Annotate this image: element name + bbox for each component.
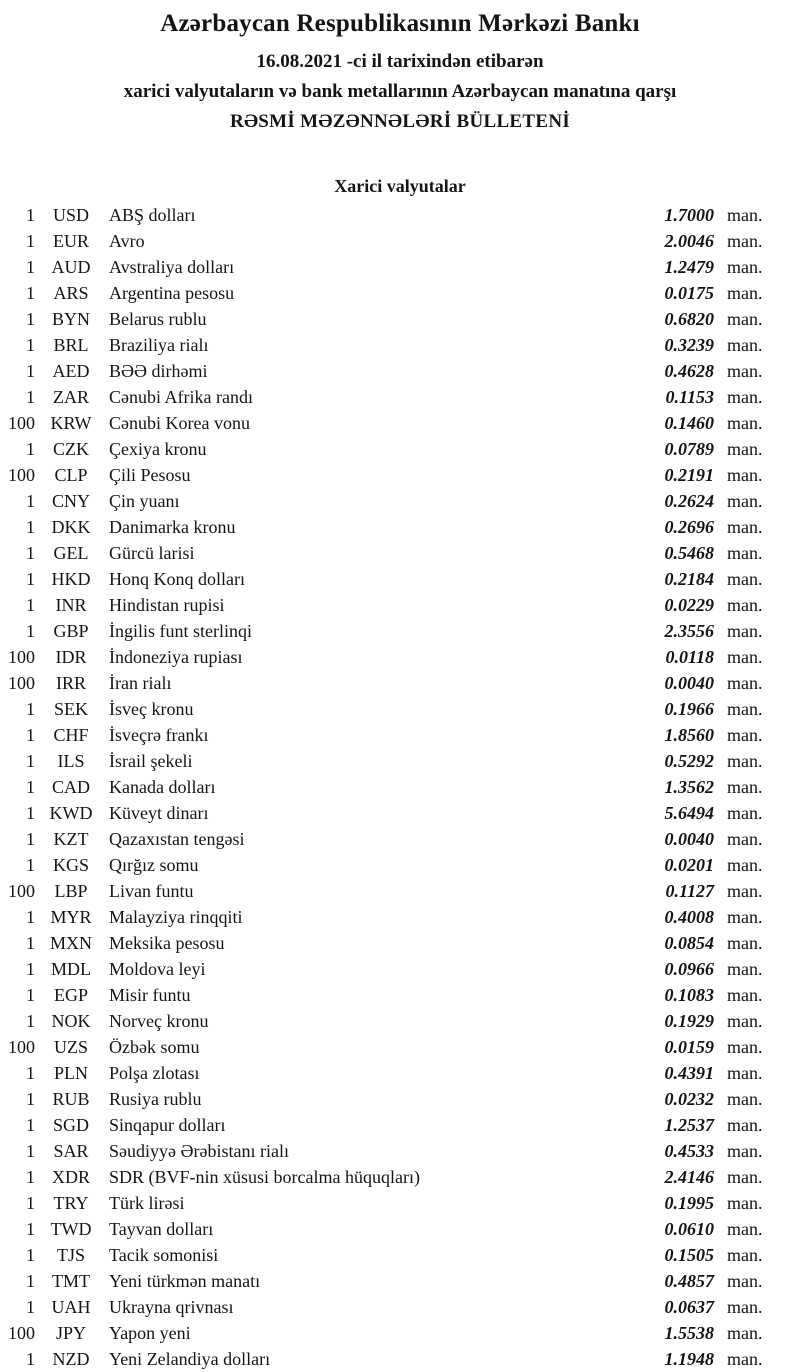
currency-code: EUR <box>53 231 89 251</box>
currency-unit: man. <box>727 777 763 797</box>
currency-unit: man. <box>727 465 763 485</box>
currency-row <box>0 1242 773 1268</box>
currency-name: Yapon yeni <box>109 1323 191 1343</box>
currency-unit: man. <box>727 1349 763 1369</box>
currency-row <box>0 644 773 670</box>
section-title-foreign-currencies: Xarici valyutalar <box>334 176 466 196</box>
currency-unit: man. <box>727 1245 763 1265</box>
currency-code: AUD <box>51 257 91 277</box>
currency-row <box>0 1346 773 1372</box>
currency-row <box>0 670 773 696</box>
currency-row <box>0 1164 773 1190</box>
currency-row <box>0 254 773 280</box>
currency-rate: 0.4533 <box>664 1141 714 1161</box>
currency-row <box>0 826 773 852</box>
currency-name: Hindistan rupisi <box>109 595 225 615</box>
currency-rate: 0.0637 <box>664 1297 714 1317</box>
currency-unit: man. <box>727 257 763 277</box>
scope-line: xarici valyutaların və bank metallarının Azərbaycan manatına qarşı <box>123 81 677 102</box>
currency-rate: 0.0229 <box>664 595 714 615</box>
currency-quantity: 1 <box>26 1167 35 1187</box>
currency-rate: 2.4146 <box>664 1167 714 1187</box>
currency-rate: 0.1127 <box>665 881 714 901</box>
currency-name: ABŞ dolları <box>109 205 196 225</box>
currency-unit: man. <box>727 751 763 771</box>
currency-name: Qazaxıstan tengəsi <box>109 829 245 849</box>
currency-quantity: 1 <box>26 829 35 849</box>
currency-code: KZT <box>53 829 89 849</box>
currency-quantity: 100 <box>8 1037 35 1057</box>
currency-row <box>0 800 773 826</box>
currency-code: ZAR <box>53 387 89 407</box>
currency-row <box>0 1034 773 1060</box>
currency-name: Misir funtu <box>109 985 191 1005</box>
currency-unit: man. <box>727 231 763 251</box>
currency-rate: 0.5292 <box>664 751 714 771</box>
bank-title: Azərbaycan Respublikasının Mərkəzi Bankı <box>160 10 640 37</box>
currency-rate: 0.2191 <box>664 465 714 485</box>
currency-row <box>0 1268 773 1294</box>
currency-row <box>0 332 773 358</box>
currency-code: XDR <box>51 1167 90 1187</box>
currency-quantity: 1 <box>26 1089 35 1109</box>
currency-row <box>0 1112 773 1138</box>
currency-rate: 1.5538 <box>664 1323 714 1343</box>
currency-code: KWD <box>49 803 93 823</box>
currency-unit: man. <box>727 361 763 381</box>
currency-row <box>0 930 773 956</box>
currency-code: KRW <box>50 413 92 433</box>
currency-row <box>0 384 773 410</box>
currency-rate: 0.1995 <box>664 1193 714 1213</box>
currency-row <box>0 462 773 488</box>
currency-code: MDL <box>51 959 91 979</box>
currency-row <box>0 956 773 982</box>
currency-row <box>0 592 773 618</box>
currency-rate: 0.6820 <box>664 309 714 329</box>
currency-code: EGP <box>53 985 88 1005</box>
currency-quantity: 1 <box>26 309 35 329</box>
currency-rate: 0.0159 <box>664 1037 714 1057</box>
currency-quantity: 1 <box>26 439 35 459</box>
currency-unit: man. <box>727 1193 763 1213</box>
currency-name: Meksika pesosu <box>109 933 225 953</box>
currency-unit: man. <box>727 621 763 641</box>
currency-quantity: 1 <box>26 777 35 797</box>
bulletin-title-line: RƏSMİ MƏZƏNNƏLƏRİ BÜLLETENİ <box>229 111 571 132</box>
currency-unit: man. <box>727 205 763 225</box>
currency-unit: man. <box>727 855 763 875</box>
currency-quantity: 100 <box>8 1323 35 1343</box>
currency-unit: man. <box>727 309 763 329</box>
currency-quantity: 1 <box>26 725 35 745</box>
currency-row <box>0 618 773 644</box>
currency-code: CLP <box>54 465 88 485</box>
currency-name: Cənubi Korea vonu <box>109 413 250 433</box>
currency-quantity: 1 <box>26 491 35 511</box>
currency-quantity: 1 <box>26 569 35 589</box>
currency-unit: man. <box>727 1297 763 1317</box>
currency-row <box>0 436 773 462</box>
currency-rate: 1.7000 <box>664 205 714 225</box>
currency-row <box>0 306 773 332</box>
currency-quantity: 1 <box>26 543 35 563</box>
currency-code: TRY <box>53 1193 89 1213</box>
currency-unit: man. <box>727 387 763 407</box>
currency-unit: man. <box>727 985 763 1005</box>
currency-code: RUB <box>52 1089 90 1109</box>
currency-row <box>0 410 773 436</box>
currency-code: CAD <box>51 777 90 797</box>
currency-code: GEL <box>53 543 89 563</box>
currency-quantity: 1 <box>26 257 35 277</box>
currency-code: MYR <box>50 907 92 927</box>
currency-row <box>0 774 773 800</box>
currency-unit: man. <box>727 1037 763 1057</box>
currency-name: Danimarka kronu <box>109 517 236 537</box>
currency-name: BƏƏ dirhəmi <box>109 361 208 381</box>
currency-quantity: 1 <box>26 959 35 979</box>
currency-code: BRL <box>53 335 89 355</box>
currency-unit: man. <box>727 647 763 667</box>
currency-unit: man. <box>727 1219 763 1239</box>
currency-name: İndoneziya rupiası <box>109 647 243 667</box>
currency-code: AED <box>52 361 90 381</box>
currency-code: KGS <box>52 855 89 875</box>
currency-quantity: 1 <box>26 1219 35 1239</box>
currency-row <box>0 280 773 306</box>
currency-rate: 0.0610 <box>664 1219 714 1239</box>
currency-quantity: 1 <box>26 1271 35 1291</box>
currency-unit: man. <box>727 699 763 719</box>
currency-quantity: 1 <box>26 335 35 355</box>
currency-code: UZS <box>53 1037 88 1057</box>
currency-rate: 0.5468 <box>664 543 714 563</box>
currency-quantity: 1 <box>26 1245 35 1265</box>
currency-name: Çexiya kronu <box>109 439 207 459</box>
currency-unit: man. <box>727 1141 763 1161</box>
currency-quantity: 100 <box>8 673 35 693</box>
currency-quantity: 1 <box>26 699 35 719</box>
currency-quantity: 1 <box>26 387 35 407</box>
currency-code: DKK <box>51 517 91 537</box>
currency-code: SAR <box>53 1141 89 1161</box>
currency-code: ARS <box>53 283 89 303</box>
currency-rate: 0.0118 <box>665 647 714 667</box>
rates-table <box>0 202 800 1372</box>
currency-code: USD <box>52 205 89 225</box>
currency-unit: man. <box>727 933 763 953</box>
currency-code: SEK <box>53 699 88 719</box>
currency-code: JPY <box>55 1323 86 1343</box>
currency-row <box>0 982 773 1008</box>
currency-rate: 0.0201 <box>664 855 714 875</box>
currency-name: Belarus rublu <box>109 309 207 329</box>
currency-name: İsveçrə frankı <box>109 725 209 745</box>
currency-name: Tacik somonisi <box>109 1245 219 1265</box>
currency-quantity: 100 <box>8 413 35 433</box>
currency-unit: man. <box>727 907 763 927</box>
currency-quantity: 1 <box>26 231 35 251</box>
currency-name: Küveyt dinarı <box>109 803 209 823</box>
currency-unit: man. <box>727 569 763 589</box>
currency-quantity: 1 <box>26 283 35 303</box>
currency-name: Rusiya rublu <box>109 1089 202 1109</box>
currency-unit: man. <box>727 595 763 615</box>
currency-name: İran rialı <box>109 673 172 693</box>
currency-row <box>0 852 773 878</box>
currency-row <box>0 904 773 930</box>
currency-name: Cənubi Afrika randı <box>109 387 253 407</box>
currency-quantity: 1 <box>26 1349 35 1369</box>
currency-code: UAH <box>51 1297 91 1317</box>
currency-quantity: 1 <box>26 621 35 641</box>
currency-name: Avro <box>109 231 145 251</box>
currency-unit: man. <box>727 283 763 303</box>
currency-code: BYN <box>51 309 90 329</box>
currency-name: Səudiyyə Ərəbistanı rialı <box>109 1141 289 1161</box>
currency-rate: 0.1966 <box>664 699 714 719</box>
currency-unit: man. <box>727 1167 763 1187</box>
currency-name: Argentina pesosu <box>109 283 235 303</box>
currency-code: ILS <box>57 751 85 771</box>
currency-quantity: 1 <box>26 1115 35 1135</box>
currency-unit: man. <box>727 673 763 693</box>
currency-rate: 0.0966 <box>664 959 714 979</box>
currency-rate: 1.2479 <box>664 257 714 277</box>
currency-rate: 0.3239 <box>664 335 714 355</box>
currency-name: Moldova leyi <box>109 959 206 979</box>
currency-name: Braziliya rialı <box>109 335 209 355</box>
currency-quantity: 1 <box>26 1063 35 1083</box>
currency-row <box>0 696 773 722</box>
currency-name: Norveç kronu <box>109 1011 209 1031</box>
currency-name: İsrail şekeli <box>109 751 193 771</box>
currency-unit: man. <box>727 439 763 459</box>
currency-name: Polşa zlotası <box>109 1063 200 1083</box>
currency-quantity: 1 <box>26 1141 35 1161</box>
currency-rate: 0.0040 <box>664 829 714 849</box>
currency-row <box>0 514 773 540</box>
currency-rate: 1.8560 <box>664 725 714 745</box>
currency-unit: man. <box>727 1115 763 1135</box>
currency-quantity: 100 <box>8 881 35 901</box>
currency-unit: man. <box>727 335 763 355</box>
currency-name: Çin yuanı <box>109 491 180 511</box>
currency-row <box>0 1216 773 1242</box>
currency-rate: 0.4857 <box>664 1271 714 1291</box>
currency-rate: 0.1153 <box>665 387 714 407</box>
currency-rate: 0.1460 <box>664 413 714 433</box>
currency-row <box>0 1138 773 1164</box>
currency-rate: 5.6494 <box>664 803 714 823</box>
currency-row <box>0 1086 773 1112</box>
currency-name: Yeni Zelandiya dolları <box>109 1349 271 1369</box>
currency-unit: man. <box>727 543 763 563</box>
currency-unit: man. <box>727 1011 763 1031</box>
currency-name: İngilis funt sterlinqi <box>109 621 252 641</box>
currency-rate: 1.3562 <box>664 777 714 797</box>
currency-rate: 0.4628 <box>664 361 714 381</box>
currency-name: Çili Pesosu <box>109 465 191 485</box>
currency-unit: man. <box>727 881 763 901</box>
currency-name: Qırğız somu <box>109 855 199 875</box>
currency-quantity: 1 <box>26 361 35 381</box>
currency-rate: 0.0854 <box>664 933 714 953</box>
currency-name: Avstraliya dolları <box>109 257 235 277</box>
currency-rate: 0.4008 <box>664 907 714 927</box>
currency-unit: man. <box>727 517 763 537</box>
currency-quantity: 1 <box>26 1193 35 1213</box>
currency-quantity: 1 <box>26 1011 35 1031</box>
currency-rate: 2.3556 <box>664 621 714 641</box>
currency-row <box>0 228 773 254</box>
currency-quantity: 1 <box>26 751 35 771</box>
currency-code: NZD <box>52 1349 90 1369</box>
currency-code: IDR <box>55 647 87 667</box>
currency-unit: man. <box>727 1063 763 1083</box>
currency-code: LBP <box>54 881 88 901</box>
currency-code: TWD <box>50 1219 92 1239</box>
currency-name: İsveç kronu <box>109 699 194 719</box>
currency-row <box>0 1294 773 1320</box>
currency-quantity: 1 <box>26 517 35 537</box>
currency-name: Tayvan dolları <box>109 1219 214 1239</box>
currency-rate: 0.2184 <box>664 569 714 589</box>
currency-row <box>0 358 773 384</box>
currency-rate: 0.1505 <box>664 1245 714 1265</box>
currency-quantity: 100 <box>8 647 35 667</box>
currency-code: CNY <box>51 491 90 511</box>
currency-rate: 0.2624 <box>664 491 714 511</box>
currency-name: SDR (BVF-nin xüsusi borcalma hüquqları) <box>109 1167 420 1187</box>
currency-unit: man. <box>727 959 763 979</box>
currency-rate: 0.0789 <box>664 439 714 459</box>
currency-unit: man. <box>727 1089 763 1109</box>
currency-row <box>0 722 773 748</box>
currency-code: GBP <box>53 621 89 641</box>
currency-unit: man. <box>727 725 763 745</box>
currency-rate: 1.1948 <box>664 1349 714 1369</box>
currency-unit: man. <box>727 491 763 511</box>
currency-row <box>0 566 773 592</box>
effective-date-line: 16.08.2021 -ci il tarixindən etibarən <box>256 51 544 72</box>
currency-code: TMT <box>52 1271 90 1291</box>
currency-unit: man. <box>727 1271 763 1291</box>
currency-name: Honq Konq dolları <box>109 569 245 589</box>
currency-code: HKD <box>51 569 91 589</box>
currency-rate: 0.1929 <box>664 1011 714 1031</box>
currency-row <box>0 1060 773 1086</box>
currency-name: Türk lirəsi <box>109 1193 185 1213</box>
currency-quantity: 1 <box>26 855 35 875</box>
currency-unit: man. <box>727 413 763 433</box>
currency-quantity: 1 <box>26 595 35 615</box>
currency-row <box>0 1008 773 1034</box>
currency-name: Sinqapur dolları <box>109 1115 226 1135</box>
currency-name: Kanada dolları <box>109 777 216 797</box>
currency-rate: 0.0232 <box>664 1089 714 1109</box>
currency-code: IRR <box>55 673 86 693</box>
currency-row <box>0 878 773 904</box>
currency-rate: 0.4391 <box>664 1063 714 1083</box>
currency-name: Yeni türkmən manatı <box>109 1271 261 1291</box>
currency-quantity: 1 <box>26 803 35 823</box>
currency-rate: 2.0046 <box>664 231 714 251</box>
currency-name: Özbək somu <box>109 1037 200 1057</box>
currency-code: MXN <box>49 933 92 953</box>
currency-row <box>0 540 773 566</box>
currency-rate: 0.0175 <box>664 283 714 303</box>
currency-unit: man. <box>727 803 763 823</box>
currency-row <box>0 1320 773 1346</box>
currency-quantity: 1 <box>26 1297 35 1317</box>
currency-name: Gürcü larisi <box>109 543 195 563</box>
currency-quantity: 100 <box>8 465 35 485</box>
currency-quantity: 1 <box>26 985 35 1005</box>
currency-code: CHF <box>53 725 89 745</box>
currency-quantity: 1 <box>26 933 35 953</box>
currency-code: CZK <box>53 439 89 459</box>
currency-code: INR <box>55 595 87 615</box>
currency-name: Livan funtu <box>109 881 194 901</box>
currency-unit: man. <box>727 1323 763 1343</box>
currency-row <box>0 202 773 228</box>
currency-rate: 0.1083 <box>664 985 714 1005</box>
currency-code: TJS <box>56 1245 85 1265</box>
currency-code: PLN <box>53 1063 88 1083</box>
currency-row <box>0 488 773 514</box>
currency-rate: 1.2537 <box>664 1115 714 1135</box>
currency-rate: 0.0040 <box>664 673 714 693</box>
currency-row <box>0 748 773 774</box>
currency-quantity: 1 <box>26 205 35 225</box>
currency-rate: 0.2696 <box>664 517 714 537</box>
currency-name: Ukrayna qrivnası <box>109 1297 234 1317</box>
currency-row <box>0 1190 773 1216</box>
currency-name: Malayziya rinqqiti <box>109 907 243 927</box>
currency-code: SGD <box>52 1115 89 1135</box>
currency-quantity: 1 <box>26 907 35 927</box>
currency-code: NOK <box>51 1011 91 1031</box>
currency-unit: man. <box>727 829 763 849</box>
